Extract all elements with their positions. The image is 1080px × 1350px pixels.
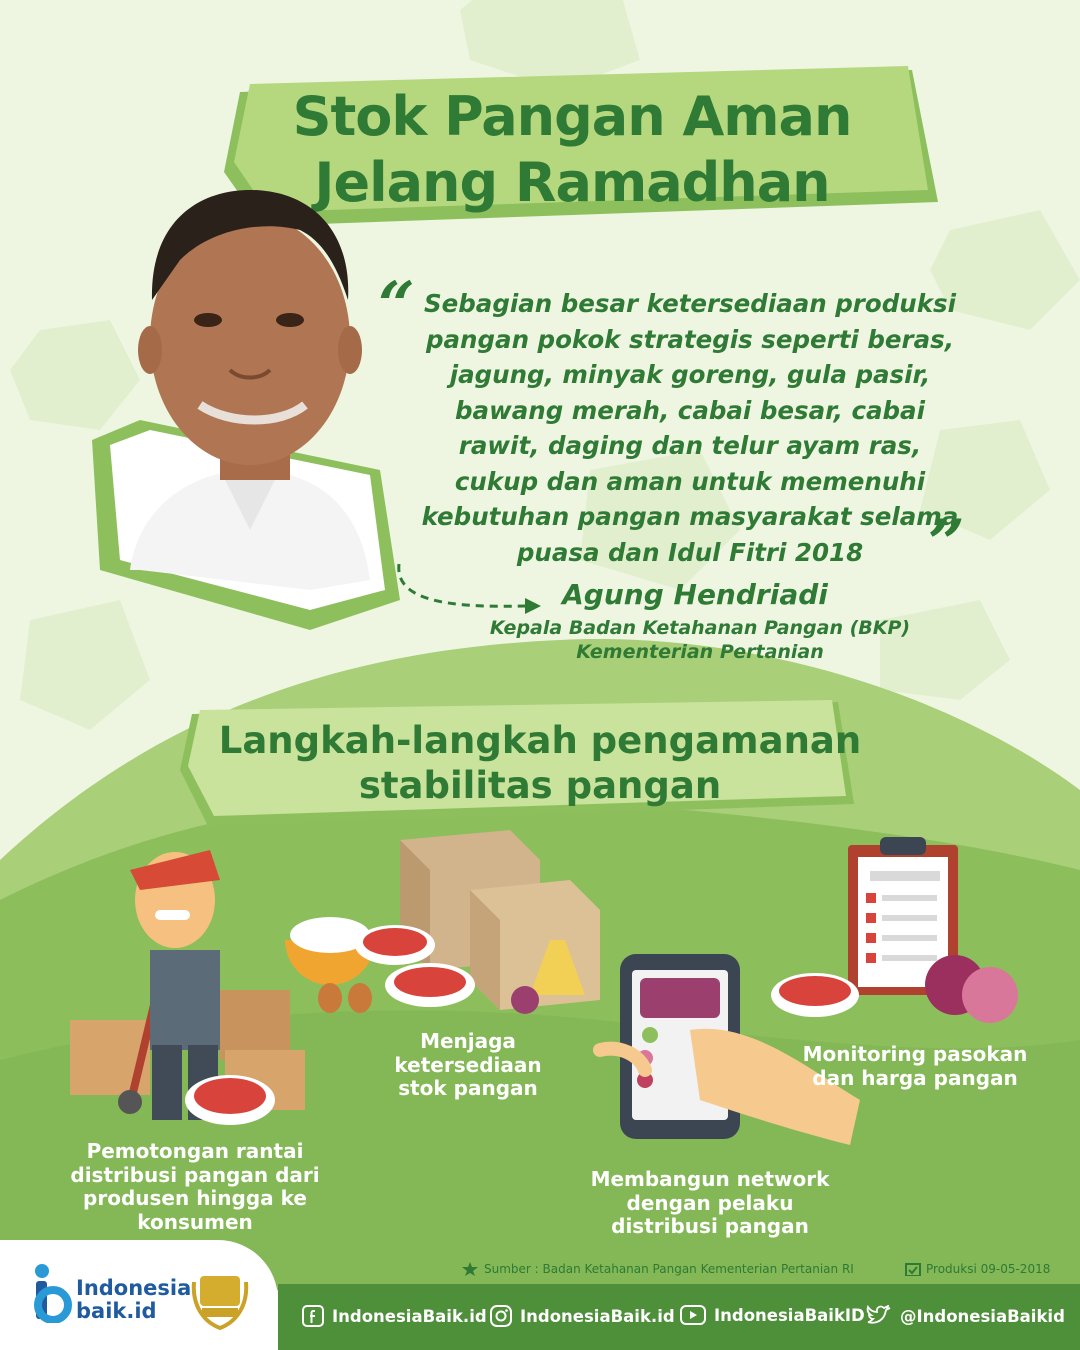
step-label-2: Menjaga ketersediaan stok pangan: [394, 1029, 542, 1100]
food-crates-icon: [280, 820, 610, 1020]
production-date: Produksi 09-05-2018: [905, 1262, 1050, 1276]
step-label-4: Monitoring pasokan dan harga pangan: [802, 1042, 1028, 1090]
section-title: Langkah-langkah pengamanan stabilitas pangan: [218, 719, 862, 807]
quote-text: Sebagian besar ketersediaan produksi pangan pokok strategis seperti beras, jagung, minyak goreng, gula pasir, bawang merah, cabai besar, cabai rawit, daging dan telur ayam ras, cukup dan aman untuk memenuhi kebutuhan pangan masyarakat selama puasa dan Idul Fitri 2018: [421, 289, 959, 567]
clipboard-checklist-icon: [770, 835, 1030, 1035]
social-instagram[interactable]: IndonesiaBaik.id: [490, 1305, 675, 1327]
indonesiabaik-logo-icon: [28, 1263, 72, 1323]
youtube-icon: [680, 1305, 706, 1325]
calendar-icon: [905, 1262, 921, 1276]
social-youtube[interactable]: IndonesiaBaikID: [680, 1305, 865, 1325]
dashed-arrow-icon: [385, 560, 545, 620]
source-note: Sumber : Badan Ketahanan Pangan Kementerian Pertanian RI: [462, 1262, 854, 1276]
source-pin-icon: [462, 1262, 478, 1276]
page-title: Stok Pangan Aman Jelang Ramadhan: [292, 85, 852, 214]
step-label-3: Membangun network dengan pelaku distribusi pangan: [590, 1167, 830, 1238]
instagram-icon: [490, 1305, 512, 1327]
meat-icon: [180, 1060, 280, 1130]
logo-text: Indonesia baik.id: [76, 1276, 192, 1323]
facebook-icon: [302, 1305, 324, 1327]
person-role: Kepala Badan Ketahanan Pangan (BKP) Kementerian Pertanian: [489, 617, 911, 663]
wsis-award-badge: [188, 1262, 252, 1332]
social-facebook[interactable]: IndonesiaBaik.id: [302, 1305, 487, 1327]
portrait-photo: [80, 170, 410, 630]
twitter-icon: [866, 1305, 892, 1327]
quote-close-mark: ”: [928, 506, 965, 581]
social-twitter[interactable]: @IndonesiaBaikid: [866, 1305, 1065, 1327]
person-name: Agung Hendriadi: [562, 578, 828, 611]
quote-open-mark: “: [378, 268, 415, 343]
step-label-1: Pemotongan rantai distribusi pangan dari produsen hingga ke konsumen: [70, 1139, 320, 1234]
